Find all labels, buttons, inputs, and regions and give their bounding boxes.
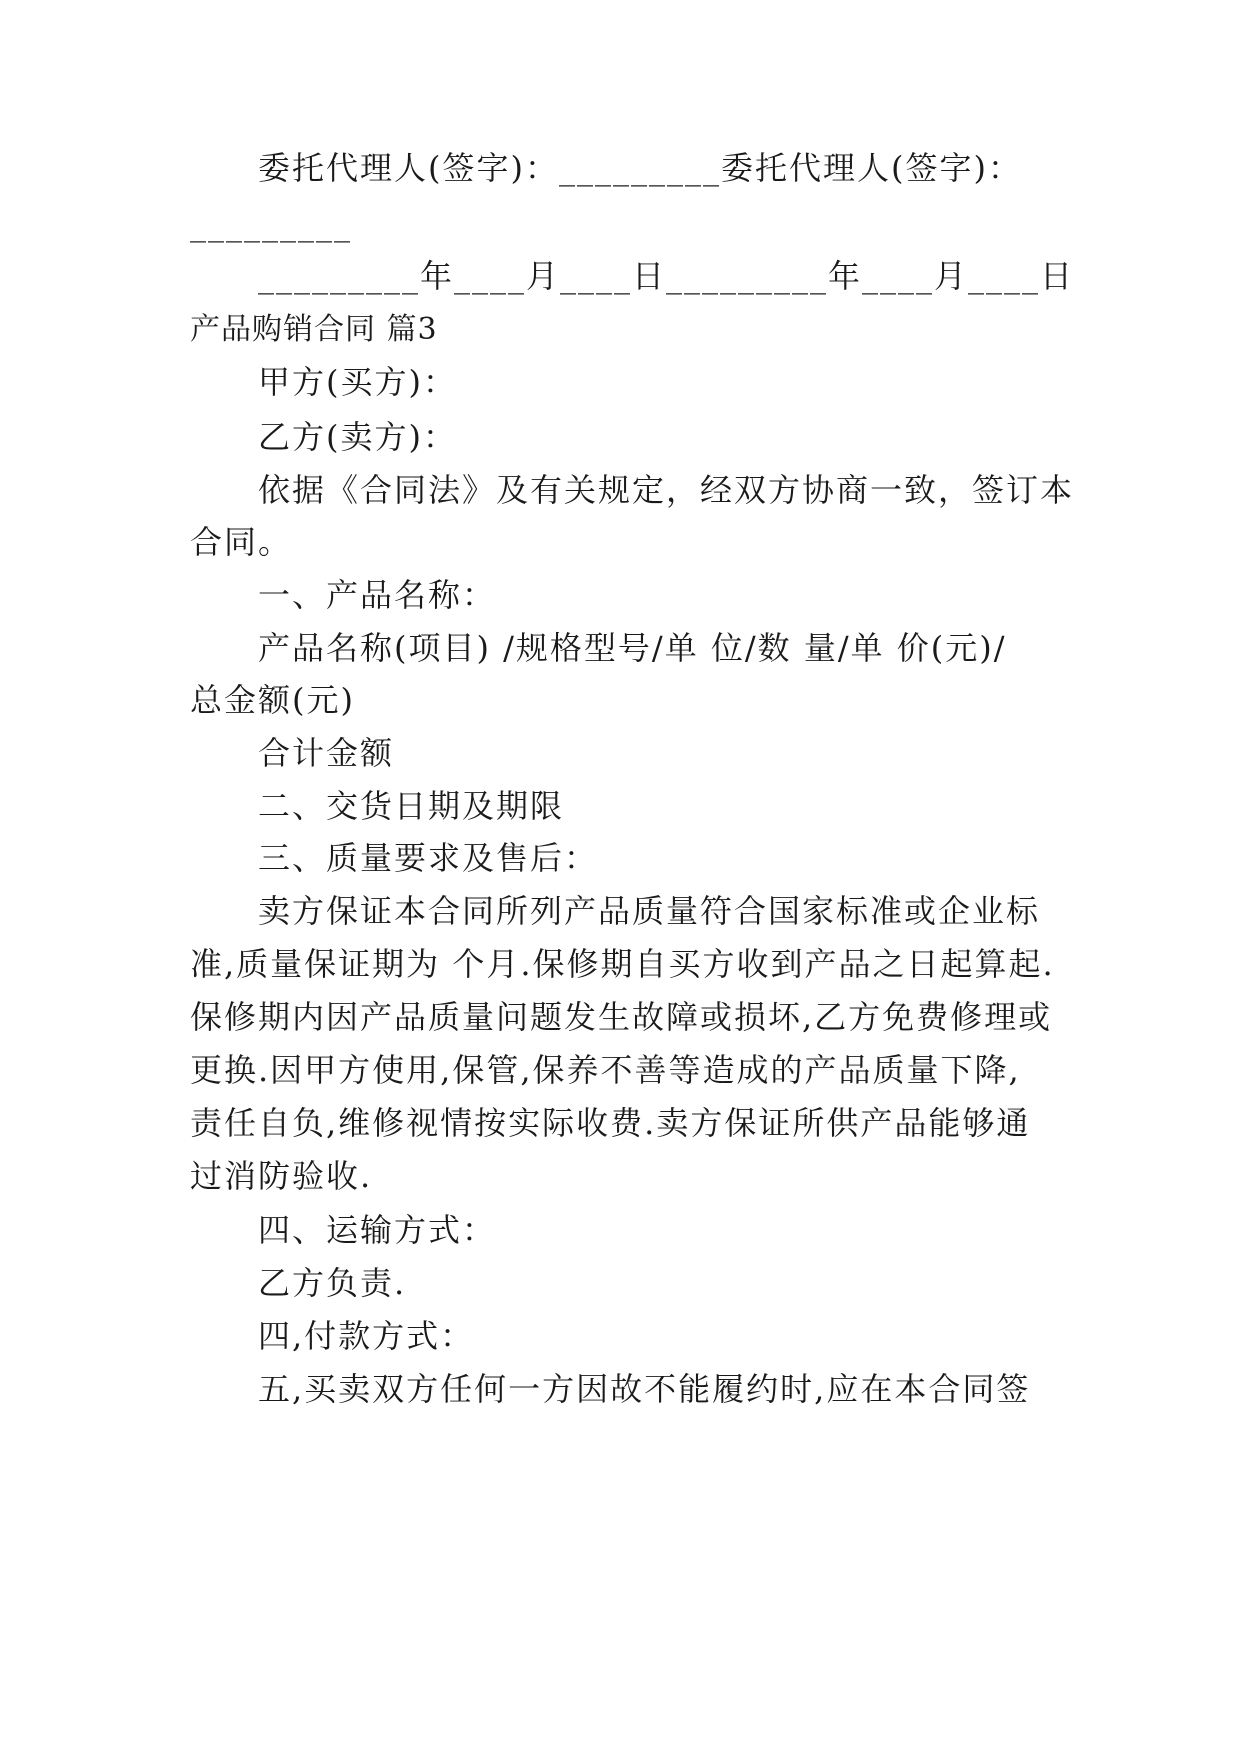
section-3-paragraph-line-1: 卖方保证本合同所列产品质量符合国家标准或企业标 bbox=[258, 892, 1041, 930]
section-4b-heading: 四,付款方式： bbox=[258, 1317, 475, 1355]
signature-agents-line: 委托代理人(签字)：_________委托代理人(签字)： bbox=[258, 149, 1022, 187]
section-1-heading: 一、产品名称： bbox=[258, 576, 497, 614]
section-1-columns-line-2: 总金额(元) bbox=[190, 681, 355, 719]
signature-date-line: _________年____月____日_________年____月____日 bbox=[258, 257, 1075, 295]
section-3-paragraph-line-4: 更换.因甲方使用,保管,保养不善等造成的产品质量下降, bbox=[190, 1051, 1021, 1089]
section-4-heading: 四、运输方式： bbox=[258, 1211, 497, 1249]
preamble-line-2: 合同。 bbox=[190, 523, 293, 561]
document-title: 产品购销合同 篇3 bbox=[190, 312, 438, 347]
party-b-line: 乙方(卖方)： bbox=[258, 418, 457, 456]
section-5-paragraph-line-1: 五,买卖双方任何一方因故不能履约时,应在本合同签 bbox=[258, 1370, 1031, 1408]
signature-blank-continuation: _________ bbox=[190, 205, 352, 243]
section-2-heading: 二、交货日期及期限 bbox=[258, 787, 565, 825]
party-a-line: 甲方(买方)： bbox=[258, 363, 457, 401]
section-4-body: 乙方负责. bbox=[258, 1264, 407, 1302]
section-1-total: 合计金额 bbox=[258, 734, 395, 772]
section-3-heading: 三、质量要求及售后： bbox=[258, 839, 599, 877]
section-3-paragraph-line-2: 准,质量保证期为 个月.保修期自买方收到产品之日起算起. bbox=[190, 945, 1055, 983]
section-3-paragraph-line-6: 过消防验收. bbox=[190, 1157, 373, 1195]
section-3-paragraph-line-3: 保修期内因产品质量问题发生故障或损坏,乙方免费修理或 bbox=[190, 998, 1053, 1036]
section-1-columns-line-1: 产品名称(项目) /规格型号/单 位/数 量/单 价(元)/ bbox=[258, 629, 1007, 667]
preamble-line-1: 依据《合同法》及有关规定，经双方协商一致，签订本 bbox=[258, 471, 1075, 509]
section-3-paragraph-line-5: 责任自负,维修视情按实际收费.卖方保证所供产品能够通 bbox=[190, 1104, 1031, 1142]
